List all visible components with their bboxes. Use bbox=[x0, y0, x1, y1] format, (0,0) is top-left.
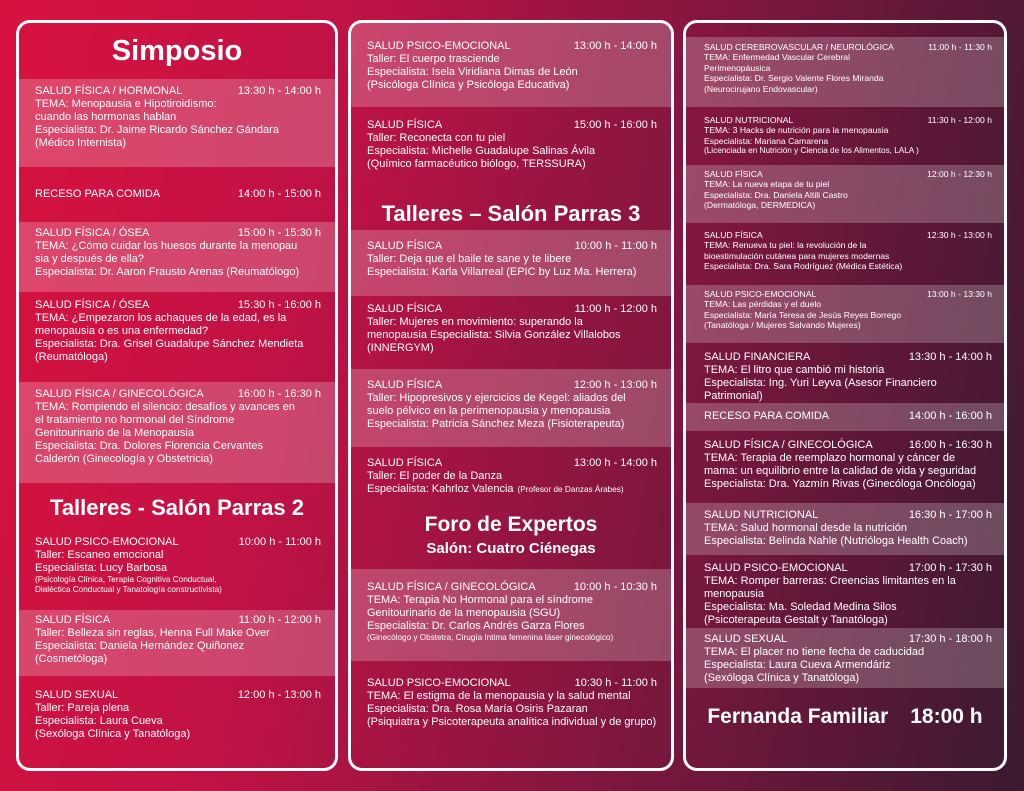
session-line: Especialista: Dra. Rosa María Osiris Pazaran bbox=[367, 703, 588, 715]
session-line bbox=[367, 483, 657, 496]
session-line: TEMA: Enfermedad Vascular Cerebral bbox=[704, 52, 850, 63]
session-category: SALUD NUTRICIONAL bbox=[704, 509, 819, 521]
session-line: TEMA: Renueva tu piel: la revolución de la bbox=[704, 240, 867, 251]
session-line: TEMA: Salud hormonal desde la nutrición bbox=[704, 522, 907, 534]
session-header bbox=[367, 457, 657, 470]
session-time: 10:00 h - 10:30 h bbox=[573, 581, 657, 593]
session-line: TEMA: El litro que cambió mi historia bbox=[704, 364, 885, 376]
column-foro bbox=[683, 20, 1007, 771]
session-category: SALUD SEXUAL bbox=[35, 689, 119, 701]
session-header bbox=[704, 439, 992, 452]
session-header bbox=[704, 115, 992, 125]
session-line: Genitourinario de la menopausia (SGU) bbox=[367, 607, 561, 619]
session-category: SALUD FÍSICA bbox=[367, 303, 443, 315]
session-time: 16:00 h - 16:30 h bbox=[237, 388, 321, 400]
session-category: RECESO PARA COMIDA bbox=[35, 188, 161, 200]
session-category: SALUD FÍSICA bbox=[367, 457, 443, 469]
session-line: Taller: Deja que el baile te sane y te libere bbox=[367, 253, 572, 265]
session-line: Especialista: Lucy Barbosa bbox=[35, 562, 168, 574]
column-simposio bbox=[16, 20, 338, 771]
session-line: Especialista: Dra. Daniela Altili Castro bbox=[704, 189, 848, 200]
session-block bbox=[686, 285, 1004, 343]
session-time: 12:00 h - 13:00 h bbox=[237, 689, 321, 701]
session-block bbox=[686, 628, 1004, 688]
session-block bbox=[351, 569, 671, 661]
session-time: 17:30 h - 18:00 h bbox=[908, 633, 992, 645]
session-time: 11:30 h - 12:00 h bbox=[927, 115, 992, 125]
session-category: SALUD FÍSICA bbox=[35, 614, 111, 626]
session-line: Especialista: Patricia Sánchez Meza (Fisioterapeuta) bbox=[367, 418, 625, 430]
session-header bbox=[367, 240, 657, 253]
session-category: SALUD FÍSICA bbox=[367, 119, 443, 131]
session-category: SALUD FÍSICA / ÓSEA bbox=[35, 227, 150, 239]
session-line: TEMA: Rompiendo el silencio: desafíos y avances en bbox=[35, 401, 295, 413]
session-line: Especialista: Laura Cueva Armendáriz bbox=[704, 659, 891, 671]
session-block bbox=[686, 347, 1004, 401]
session-line: mama: un equilibrio entre la calidad de vida y seguridad bbox=[704, 465, 977, 477]
session-block bbox=[686, 165, 1004, 223]
session-header bbox=[367, 303, 657, 316]
session-time: 15:30 h - 16:00 h bbox=[237, 299, 321, 311]
session-line: Taller: Reconecta con tu piel bbox=[367, 132, 506, 144]
session-line: (Médico Internista) bbox=[35, 137, 127, 149]
session-time: 13:30 h - 14:00 h bbox=[237, 85, 321, 97]
session-block bbox=[686, 111, 1004, 163]
session-line: Taller: Belleza sin reglas, Henna Full Make Over bbox=[35, 627, 270, 639]
session-line: TEMA: Las pérdidas y el duelo bbox=[704, 299, 822, 310]
session-line: sia y después de ella? bbox=[35, 253, 144, 265]
session-line: TEMA: La nueva etapa de tu piel bbox=[704, 179, 830, 190]
session-header bbox=[35, 689, 321, 702]
session-time: 13:00 h - 14:00 h bbox=[573, 457, 657, 469]
session-line: Especialista: Laura Cueva bbox=[35, 715, 163, 727]
session-header bbox=[367, 581, 657, 594]
session-block bbox=[686, 37, 1004, 107]
session-category: SALUD FÍSICA bbox=[367, 379, 443, 391]
session-time: 10:00 h - 11:00 h bbox=[574, 240, 657, 252]
session-line: Especialista: Isela Viridiana Dimas de León bbox=[367, 66, 578, 78]
session-line: Especialista: Dr. Sergio Valente Flores Miranda bbox=[704, 73, 884, 84]
session-category: SALUD PSICO-EMOCIONAL bbox=[367, 677, 511, 689]
session-time: 13:00 h - 14:00 h bbox=[573, 40, 657, 52]
session-time: 11:00 h - 12:00 h bbox=[574, 303, 657, 315]
session-header bbox=[35, 85, 321, 98]
session-line: TEMA: Romper barreras: Creencias limitantes en la menopausia bbox=[704, 575, 956, 600]
session-line: Taller: El poder de la Danza bbox=[367, 470, 503, 482]
session-line: Especialista: Dra. Grisel Guadalupe Sánchez Mendieta bbox=[35, 338, 304, 350]
session-line: (Neurocirujano Endovascular) bbox=[704, 83, 818, 94]
session-header bbox=[367, 119, 657, 132]
session-category: SALUD FÍSICA bbox=[704, 230, 763, 240]
session-line: (INNERGYM) bbox=[367, 342, 434, 354]
section-heading-talleres-2: Talleres - Salón Parras 2 bbox=[50, 495, 304, 520]
session-time: 12:00 h - 12:30 h bbox=[927, 169, 992, 179]
session-category: SALUD FÍSICA bbox=[704, 169, 763, 179]
session-header bbox=[704, 562, 992, 575]
session-line: Especialista: Dra. Dolores Florencia Cervantes bbox=[35, 440, 264, 452]
session-time: 13:00 h - 13:30 h bbox=[927, 289, 992, 299]
session-block bbox=[686, 435, 1004, 499]
session-line: TEMA: 3 Hacks de nutrición para la menopausia bbox=[704, 125, 889, 136]
session-time: 16:00 h - 16:30 h bbox=[908, 439, 992, 451]
session-category: SALUD FÍSICA / GINECOLÓGICA bbox=[35, 388, 204, 400]
session-line: Especialista: Dr. Carlos Andrés Garza Flores bbox=[367, 620, 585, 632]
session-line: Especialista: Mariana Camarena bbox=[704, 135, 829, 146]
session-line: (Psicóloga Clínica y Psicóloga Educativa) bbox=[367, 79, 570, 91]
session-line: TEMA: ¿Empezaron los achaques de la edad, es la bbox=[35, 312, 287, 324]
session-header bbox=[704, 633, 992, 646]
session-header bbox=[704, 410, 992, 423]
session-category: SALUD PSICO-EMOCIONAL bbox=[35, 536, 179, 548]
session-line: TEMA: El estigma de la menopausia y la salud mental bbox=[367, 690, 631, 702]
session-line: TEMA: ¿Cómo cuidar los huesos durante la menopau bbox=[35, 240, 298, 252]
session-category: SALUD FÍSICA / GINECOLÓGICA bbox=[367, 581, 536, 593]
session-line: Especialista: Michelle Guadalupe Salinas Ávila bbox=[367, 145, 596, 157]
session-time: 11:00 h - 11:30 h bbox=[928, 42, 992, 52]
session-time: 16:30 h - 17:00 h bbox=[908, 509, 992, 521]
session-line: Calderón (Ginecología y Obstetricia) bbox=[35, 453, 213, 465]
session-line: (Psicoterapeuta Gestalt y Tanatóloga) bbox=[704, 614, 888, 626]
session-line: Taller: El cuerpo trasciende bbox=[367, 53, 500, 65]
session-note: Dialéctica Conductual y Tanatología constructivista) bbox=[35, 585, 222, 594]
session-line: Especialista: Belinda Nahle (Nutrióloga Health Coach) bbox=[704, 535, 968, 547]
session-time: 15:00 h - 16:00 h bbox=[573, 119, 657, 131]
session-category: RECESO PARA COMIDA bbox=[704, 410, 830, 422]
session-specialist: Especialista: Kahrloz Valencia bbox=[367, 483, 514, 495]
session-block bbox=[19, 295, 335, 381]
session-line: Especialista: Daniela Hernández Quiñonez bbox=[35, 640, 245, 652]
section-subheading-salon: Salón: Cuatro Ciénegas bbox=[426, 540, 596, 557]
session-line: Especialista: Dr. Jaime Ricardo Sánchez Gándara bbox=[35, 124, 279, 136]
session-block bbox=[19, 610, 335, 676]
session-header bbox=[35, 188, 321, 201]
session-line: Especialista: Ma. Soledad Medina Silos bbox=[704, 601, 897, 613]
session-time: 15:00 h - 15:30 h bbox=[237, 227, 321, 239]
session-note: (Psicología Clínica, Terapia Cognitiva Conductual, bbox=[35, 575, 217, 584]
session-specialist-note: (Profesor de Danzas Árabes) bbox=[517, 485, 624, 494]
session-time: 17:00 h - 17:30 h bbox=[908, 562, 992, 574]
session-category: SALUD FÍSICA / ÓSEA bbox=[35, 299, 150, 311]
session-block bbox=[351, 449, 671, 509]
session-time: 10:00 h - 11:00 h bbox=[238, 536, 321, 548]
session-header bbox=[35, 614, 321, 627]
section-heading-foro: Foro de Expertos bbox=[424, 513, 598, 536]
session-time: 12:00 h - 13:00 h bbox=[573, 379, 657, 391]
session-block bbox=[19, 188, 335, 214]
session-category: SALUD PSICO-EMOCIONAL bbox=[704, 289, 817, 299]
session-line: Especialista: Ing. Yuri Leyva (Asesor Financiero Patrimonial) bbox=[704, 377, 937, 402]
session-block bbox=[686, 558, 1004, 626]
session-line: Perimenopáusica bbox=[704, 62, 771, 73]
session-header bbox=[704, 169, 992, 179]
session-block bbox=[19, 685, 335, 755]
session-header bbox=[704, 289, 992, 299]
session-line: Especialista: María Teresa de Jesús Reyes Borrego bbox=[704, 309, 902, 320]
session-header bbox=[35, 388, 321, 401]
session-block bbox=[19, 222, 335, 292]
session-line: TEMA: El placer no tiene fecha de caducidad bbox=[704, 646, 925, 658]
session-time: 13:30 h - 14:00 h bbox=[908, 351, 992, 363]
session-header bbox=[35, 227, 321, 240]
session-line: Taller: Escaneo emocional bbox=[35, 549, 164, 561]
session-block bbox=[19, 533, 335, 609]
session-line: (Químico farmacéutico biólogo, TERSSURA) bbox=[367, 158, 586, 170]
session-line: Taller: Mujeres en movimiento: superando la bbox=[367, 316, 583, 328]
session-block bbox=[686, 403, 1004, 431]
session-line: bioestimulación cutánea para mujeres modernas bbox=[704, 250, 890, 261]
session-block bbox=[351, 23, 671, 107]
session-time: 14:00 h - 15:00 h bbox=[237, 188, 321, 200]
session-line: Taller: Hipopresivos y ejercicios de Kegel: aliados del bbox=[367, 392, 626, 404]
session-line: (Sexóloga Clínica y Tanatóloga) bbox=[704, 672, 860, 684]
session-block bbox=[686, 503, 1004, 555]
session-line: menopausia o es una enfermedad? bbox=[35, 325, 209, 337]
session-block bbox=[351, 369, 671, 447]
session-line: (Dermatóloga, DERMEDICA) bbox=[704, 200, 816, 211]
session-line: (Psiquiatra y Psicoterapeuta analítica individual y de grupo) bbox=[367, 716, 657, 728]
session-block bbox=[351, 230, 671, 296]
session-line: el tratamiento no hormonal del Síndrome bbox=[35, 414, 235, 426]
session-header bbox=[35, 299, 321, 312]
session-time: 11:00 h - 12:00 h bbox=[238, 614, 321, 626]
session-category: SALUD FÍSICA / GINECOLÓGICA bbox=[704, 439, 873, 451]
session-header bbox=[367, 379, 657, 392]
session-line: (Tanatóloga / Mujeres Salvando Mujeres) bbox=[704, 320, 861, 331]
session-header bbox=[704, 42, 992, 52]
session-line: (Sexóloga Clínica y Tanatóloga) bbox=[35, 728, 191, 740]
session-block bbox=[351, 297, 671, 367]
session-header bbox=[704, 509, 992, 522]
column-talleres bbox=[348, 20, 674, 771]
closing-keynote bbox=[686, 705, 1004, 729]
session-header bbox=[704, 351, 992, 364]
session-line: TEMA: Terapia de reemplazo hormonal y cáncer de bbox=[704, 452, 956, 464]
session-category: SALUD FINANCIERA bbox=[704, 351, 811, 363]
session-category: SALUD SEXUAL bbox=[704, 633, 788, 645]
session-line: Especialista: Dr. Aaron Frausto Arenas (Reumatólogo) bbox=[35, 266, 300, 278]
session-header bbox=[704, 230, 992, 240]
session-category: SALUD FÍSICA / HORMONAL bbox=[35, 85, 183, 97]
session-category: SALUD PSICO-EMOCIONAL bbox=[367, 40, 511, 52]
session-category: SALUD CEREBROVASCULAR / NEUROLÓGICA bbox=[704, 42, 894, 52]
session-line: TEMA: Terapia No Hormonal para el síndrome bbox=[367, 594, 594, 606]
session-line: Genitourinario de la Menopausia bbox=[35, 427, 194, 439]
session-line: menopausia Especialista: Silvia González Villalobos bbox=[367, 329, 621, 341]
session-line: Especialista: Dra. Yazmín Rivas (Ginecóloga Oncóloga) bbox=[704, 478, 976, 490]
session-line: (Reumatóloga) bbox=[35, 351, 108, 363]
session-line: Especialista: Dra. Sara Rodríguez (Médica Estética) bbox=[704, 261, 903, 272]
closing-time: 18:00 h bbox=[910, 705, 983, 728]
session-line: (Cosmetóloga) bbox=[35, 653, 108, 665]
session-line: suelo pélvico en la perimenopausia y menopausia bbox=[367, 405, 611, 417]
session-block bbox=[686, 226, 1004, 286]
session-note: (Ginecólogo y Obstetra, Cirugía Intima femenina láser ginecológico) bbox=[367, 633, 614, 642]
session-block bbox=[351, 115, 671, 181]
session-time: 12:30 h - 13:00 h bbox=[927, 230, 992, 240]
session-category: SALUD FÍSICA bbox=[367, 240, 443, 252]
section-heading-talleres-3: Talleres – Salón Parras 3 bbox=[381, 201, 641, 226]
session-block bbox=[19, 382, 335, 483]
session-line: cuando las hormonas hablan bbox=[35, 111, 177, 123]
session-category: SALUD PSICO-EMOCIONAL bbox=[704, 562, 848, 574]
session-header bbox=[367, 40, 657, 53]
session-block bbox=[351, 667, 671, 739]
session-note: (Licenciada en Nutrición y Ciencia de los Alimentos, LALA ) bbox=[704, 146, 919, 156]
session-header bbox=[367, 677, 657, 690]
session-category: SALUD NUTRICIONAL bbox=[704, 115, 794, 125]
section-heading-simposio: Simposio bbox=[111, 35, 243, 67]
session-line: Especialista: Karla Villarreal (EPIC by Luz Ma. Herrera) bbox=[367, 266, 637, 278]
session-line: TEMA: Menopausia e Hipotiroidismo: bbox=[35, 98, 217, 110]
session-block bbox=[19, 79, 335, 167]
session-time: 14:00 h - 16:00 h bbox=[908, 410, 992, 422]
session-line: Taller: Pareja plena bbox=[35, 702, 130, 714]
closing-name: Fernanda Familiar bbox=[707, 705, 889, 728]
session-time: 10:30 h - 11:00 h bbox=[574, 677, 657, 689]
session-header bbox=[35, 536, 321, 549]
